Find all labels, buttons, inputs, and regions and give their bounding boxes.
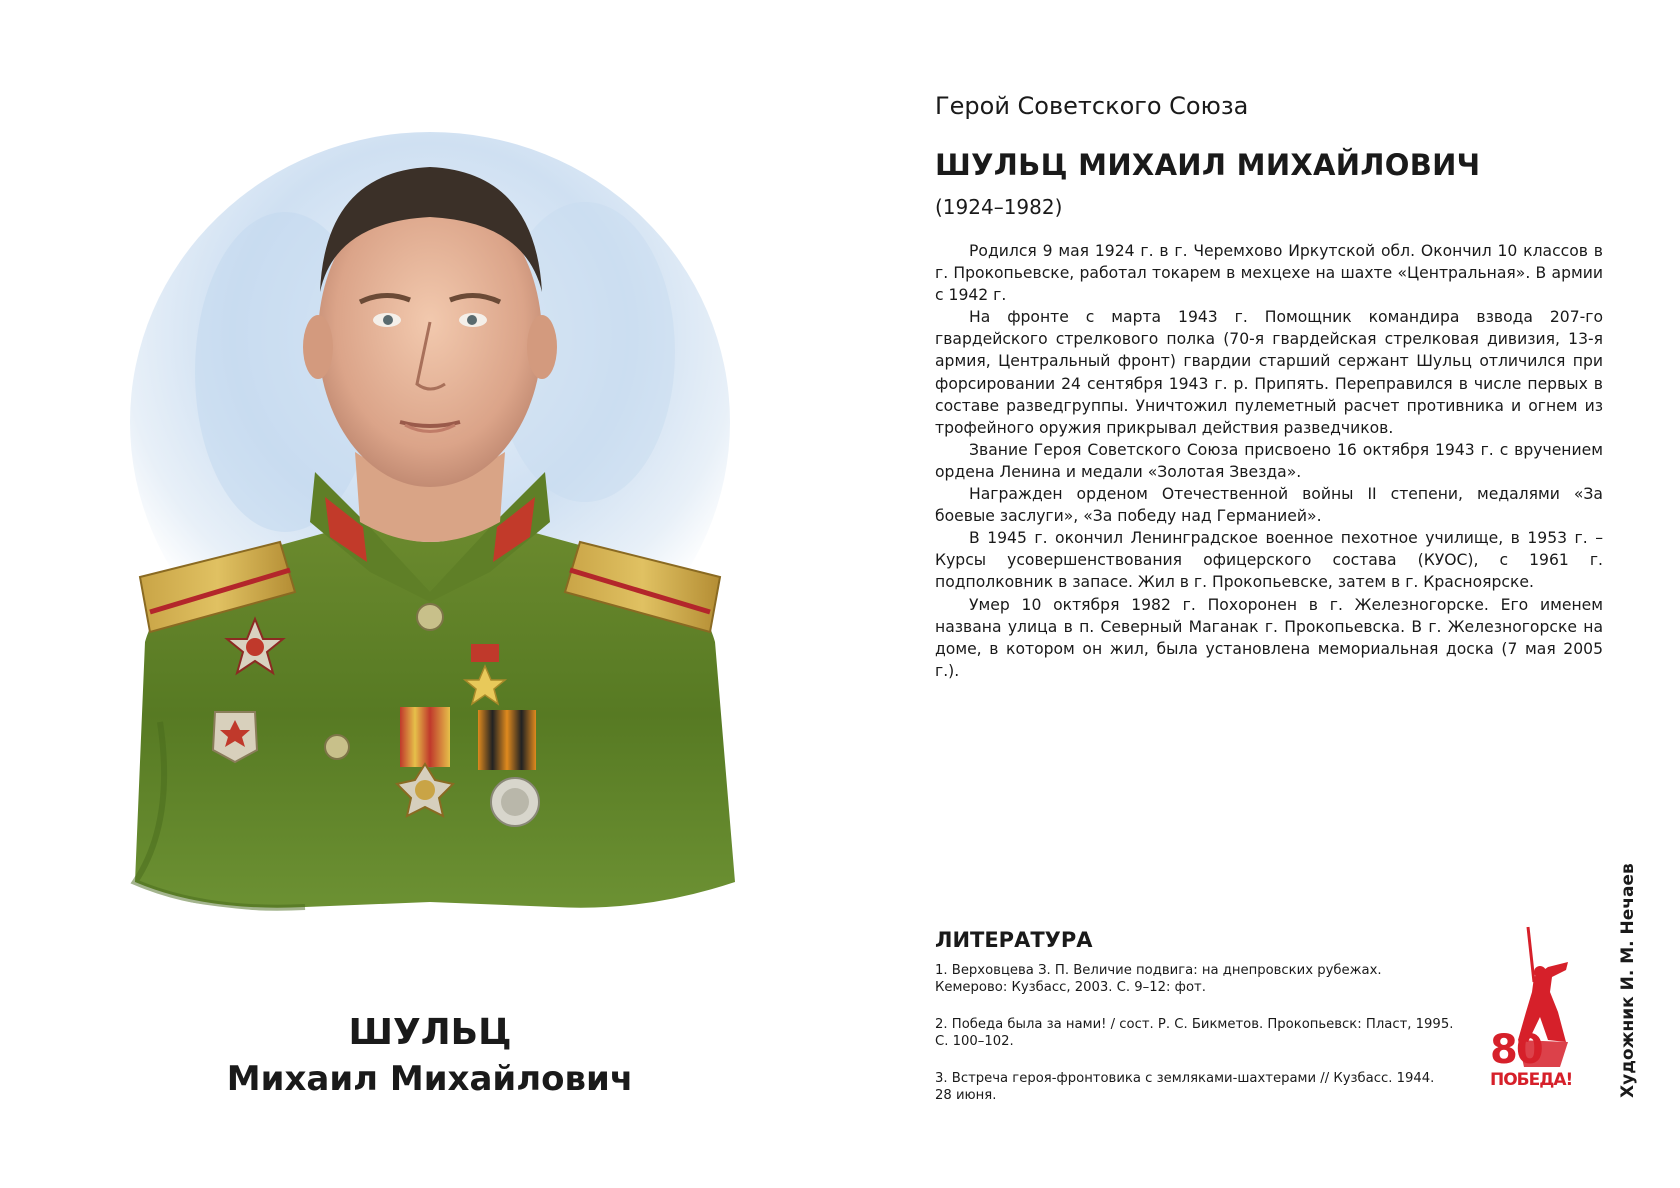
bio-paragraph: В 1945 г. окончил Ленинградское военное пехотное училище, в 1953 г. – Курсы усовершенствования офицерского состава (КУОС), с 1961 г. подполковник в запасе. Жил в г. Прокопьевске, затем в г. Красноярске. [935, 529, 1603, 592]
victory-80-emblem [1488, 922, 1588, 1102]
literature-heading: ЛИТЕРАТУРА [935, 928, 1093, 952]
literature-list [935, 962, 1455, 1124]
bio-paragraph: На фронте с марта 1943 г. Помощник командира взвода 207-го гвардейского стрелкового полка (70-я гвардейская стрелковая дивизия, 13-я армия, Центральный фронт) гвардии старший сержант Шульц отличился при форсировании 24 сентября 1943 г. р. Припять. Переправился в числе первых в составе разведгруппы. Уничтожил пулеметный расчет противника и огнем из трофейного оружия прикрывал действия разведчиков. [935, 308, 1603, 437]
bio-paragraph: Награжден орденом Отечественной войны II степени, медалями «За боевые заслуги», «За победу над Германией». [935, 485, 1603, 526]
hero-title-subtitle: Герой Советского Союза [935, 92, 1249, 120]
emblem-word: ПОБЕДА! [1490, 1070, 1573, 1090]
bio-paragraph: Звание Героя Советского Союза присвоено 16 октября 1943 г. с вручением ордена Ленина и медали «Золотая Звезда». [935, 440, 1603, 481]
soldier-portrait-illustration [105, 122, 755, 967]
literature-item: 3. Встреча героя-фронтовика с земляками-шахтерами // Кузбасс. 1944. 28 июня. [935, 1071, 1435, 1103]
portrait-caption [140, 1010, 720, 1102]
literature-item: 2. Победа была за нами! / сост. Р. С. Бикметов. Прокопьевск: Пласт, 1995. С. 100–102. [935, 1017, 1454, 1049]
bio-paragraph: Родился 9 мая 1924 г. в г. Черемхово Иркутской обл. Окончил 10 классов в г. Прокопьевске, работал токарем в мехцехе на шахте «Центральная». В армии с 1942 г. [935, 242, 1603, 305]
life-years: (1924–1982) [935, 195, 1063, 219]
emblem-number: 80 [1490, 1027, 1542, 1073]
caption-surname: ШУЛЬЦ [348, 1012, 512, 1053]
bio-paragraph: Умер 10 октября 1982 г. Похоронен в г. Железногорске. Его именем названа улица в п. Северный Маганак г. Прокопьевска. В г. Железногорске на доме, в котором он жил, была установлена мемориальная доска (7 мая 2005 г.). [935, 595, 1603, 680]
biography-text [935, 240, 1603, 682]
hero-full-name: ШУЛЬЦ МИХАИЛ МИХАЙЛОВИЧ [935, 148, 1481, 182]
hero-portrait [105, 122, 755, 967]
artist-credit: Художник И. М. Нечаев [1618, 863, 1638, 1098]
caption-given-names: Михаил Михайлович [226, 1059, 634, 1099]
literature-item: 1. Верховцева З. П. Величие подвига: на днепровских рубежах. Кемерово: Кузбасс, 2003. С. 9–12: фот. [935, 963, 1382, 995]
